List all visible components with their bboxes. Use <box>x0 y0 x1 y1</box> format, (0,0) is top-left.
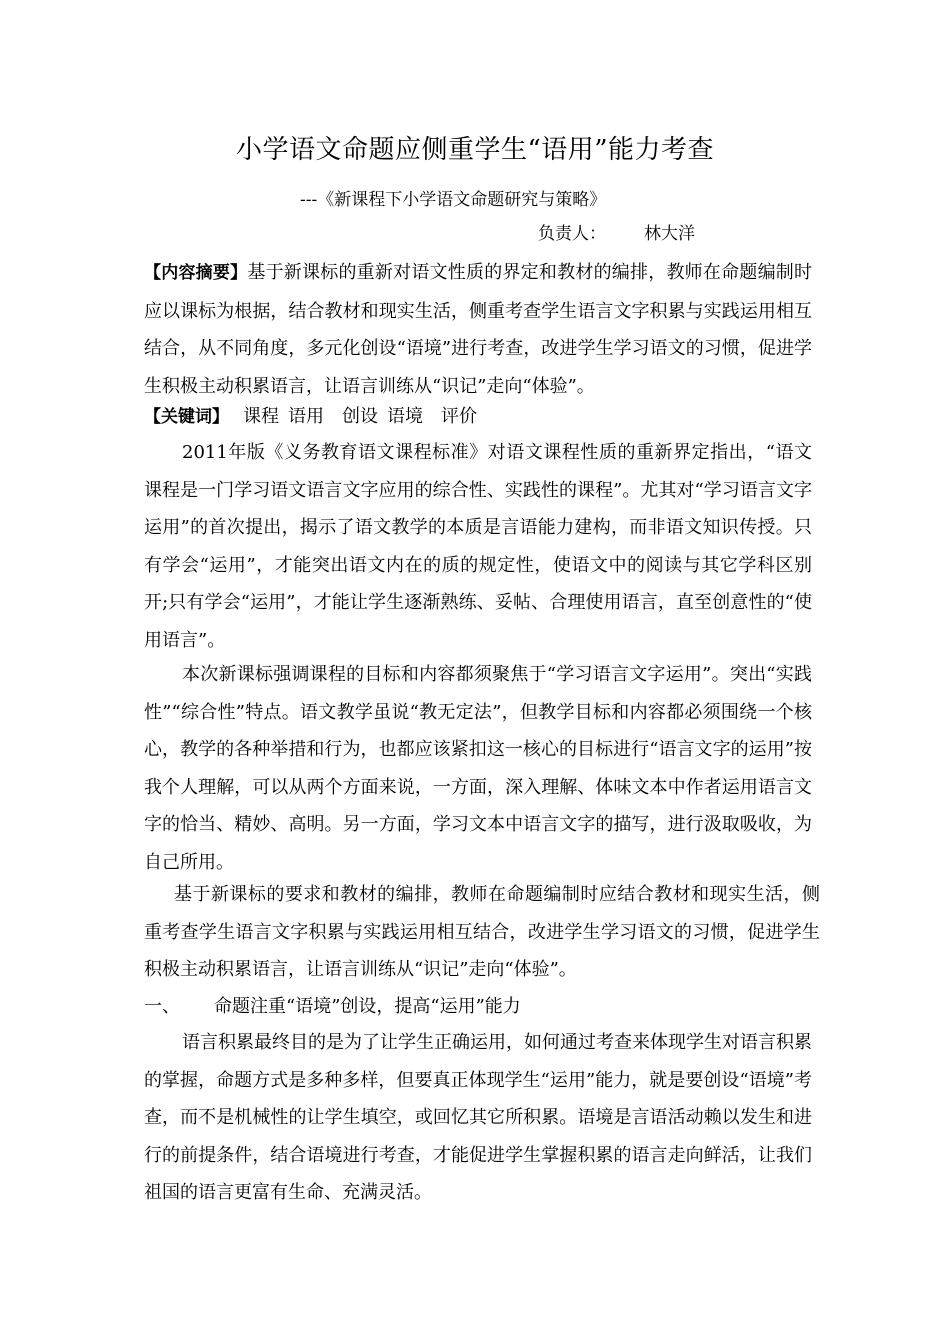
body-paragraph: 本次新课标强调课程的目标和内容都须聚焦于“学习语言文字运用”。突出“实践性”“综合性”特点。语文教学虽说“教无定法”，但教学目标和内容都必须围绕一个核心，教学的各种举措和行为，也都应该紧扣这一核心的目标进行“语言文字的运用”按我个人理解，可以从两个方面来说，一方面，深入理解、体味文本中作者运用语言文字的恰当、精妙、高明。另一方面，学习文本中语言文字的描写，进行汲取吸收，为自己所用。 <box>144 664 812 873</box>
document-title: 小学语文命题应侧重学生“语用”能力考查 <box>235 135 715 165</box>
body-paragraph: 基于新课标的要求和教材的编排，教师在命题编制时应结合教材和现实生活，侧重考查学生语言文字积累与实践运用相互结合，改进学生学习语文的习惯，促进学生积极主动积累语言，让语言训练从“识记”走向“体验”。 <box>144 884 820 981</box>
keyword-item: 课程 <box>243 406 279 427</box>
section-number: 一、 <box>144 996 180 1017</box>
document-subtitle: ---《新课程下小学语文命题研究与策略》 <box>300 190 607 210</box>
section-title: 命题注重“语境”创设，提高“运用”能力 <box>214 996 521 1017</box>
keyword-item: 评价 <box>441 406 477 427</box>
section-heading <box>144 988 812 1026</box>
keywords <box>144 398 812 437</box>
author-line <box>538 222 695 246</box>
author-label: 负责人： <box>538 224 606 244</box>
abstract-text: 基于新课标的重新对语文性质的界定和教材的编排，教师在命题编制时应以课标为根据，结合教材和现实生活，侧重考查学生语言文字积累与实践运用相互结合，从不同角度，多元化创设“语境”进行考查，改进学生学习语文的习惯，促进学生积极主动积累语言，让语言训练从“识记”走向“体验”。 <box>144 262 813 397</box>
keyword-item: 创设 <box>342 406 378 427</box>
abstract-label: 【内容摘要】 <box>144 263 248 283</box>
body-paragraph: 语言积累最终目的是为了让学生正确运用，如何通过考查来体现学生对语言积累的掌握，命题方式是多种多样，但要真正体现学生“运用”能力，就是要创设“语境”考查，而不是机械性的让学生填空，或回忆其它所积累。语境是言语活动赖以发生和进行的前提条件，结合语境进行考查，才能促进学生掌握积累的语言走向鲜活，让我们祖国的语言更富有生命、充满灵活。 <box>144 1032 812 1204</box>
keyword-item: 语境 <box>387 406 423 427</box>
body-paragraph: 2011年版《义务教育语文课程标准》对语文课程性质的重新界定指出，“语文课程是一门学习语文语言文字应用的综合性、实践性的课程”。尤其对“学习语言文字运用”的首次提出，揭示了语文教学的本质是言语能力建构，而非语文知识传授。只有学会“运用”，才能突出语文内在的质的规定性，使语文中的阅读与其它学科区别开;只有学会“运用”，才能让学生逐渐熟练、妥帖、合理使用语言，直至创意性的“使用语言”。 <box>144 442 812 651</box>
author-name: 林大洋 <box>644 224 695 244</box>
keywords-label: 【关键词】 <box>144 407 229 427</box>
abstract <box>144 254 812 405</box>
keyword-item: 语用 <box>288 406 324 427</box>
